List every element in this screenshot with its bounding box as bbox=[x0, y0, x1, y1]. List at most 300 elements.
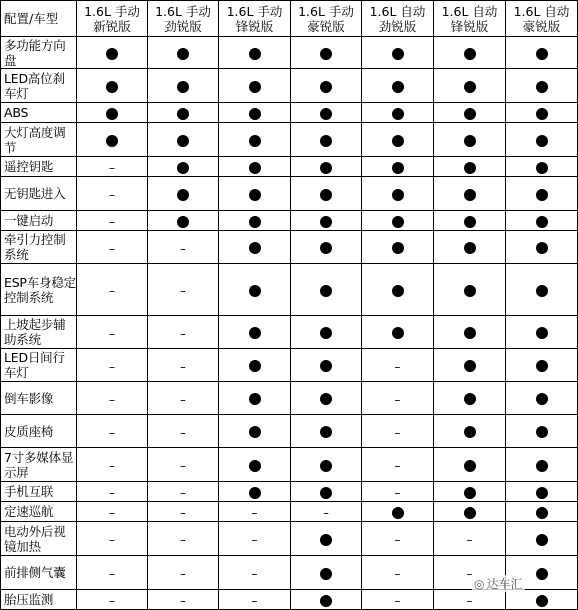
table-cell bbox=[148, 177, 219, 211]
table-cell bbox=[148, 103, 219, 123]
table-cell bbox=[506, 157, 578, 177]
table-cell bbox=[77, 556, 148, 590]
standard-dot-icon bbox=[320, 534, 332, 546]
table-cell bbox=[506, 69, 578, 103]
table-cell bbox=[362, 211, 434, 231]
not-available-dash: – bbox=[394, 425, 401, 440]
standard-dot-icon bbox=[536, 285, 548, 297]
not-available-dash: – bbox=[109, 188, 115, 202]
table-cell bbox=[219, 415, 291, 448]
standard-dot-icon bbox=[320, 460, 332, 472]
table-cell bbox=[148, 264, 219, 316]
not-available-dash: – bbox=[109, 161, 115, 175]
not-available-dash: – bbox=[180, 594, 186, 608]
standard-dot-icon bbox=[249, 216, 261, 228]
table-row bbox=[1, 522, 578, 556]
standard-dot-icon bbox=[249, 108, 261, 120]
table-cell bbox=[434, 522, 506, 556]
row-label: 牵引力控制系统 bbox=[1, 231, 77, 264]
standard-dot-icon bbox=[249, 393, 261, 405]
standard-dot-icon bbox=[320, 595, 332, 607]
table-cell bbox=[77, 69, 148, 103]
not-available-dash: – bbox=[466, 533, 473, 547]
standard-dot-icon bbox=[249, 135, 261, 147]
wechat-icon: ◎ bbox=[474, 577, 485, 591]
column-header: 1.6L 自动 豪锐版 bbox=[506, 1, 578, 37]
table-row bbox=[1, 264, 578, 316]
standard-dot-icon bbox=[177, 162, 189, 174]
table-cell bbox=[77, 590, 148, 610]
standard-dot-icon bbox=[392, 108, 404, 120]
standard-dot-icon bbox=[106, 135, 118, 147]
row-label: 无钥匙进入 bbox=[1, 177, 77, 211]
not-available-dash: – bbox=[394, 459, 401, 473]
table-cell bbox=[291, 123, 362, 157]
table-row bbox=[1, 482, 578, 502]
table-cell bbox=[77, 103, 148, 123]
not-available-dash: – bbox=[109, 486, 115, 500]
row-label: 电动外后视镜加热 bbox=[1, 522, 77, 556]
table-cell bbox=[148, 69, 219, 103]
table-cell bbox=[148, 502, 219, 522]
table-cell bbox=[219, 157, 291, 177]
table-cell bbox=[219, 522, 291, 556]
not-available-dash: – bbox=[180, 392, 186, 407]
standard-dot-icon bbox=[320, 135, 332, 147]
not-available-dash: – bbox=[394, 533, 401, 547]
row-label: 倒车影像 bbox=[1, 382, 77, 415]
standard-dot-icon bbox=[536, 327, 548, 339]
table-cell bbox=[506, 522, 578, 556]
table-cell bbox=[291, 264, 362, 316]
table-row bbox=[1, 590, 578, 610]
table-cell bbox=[291, 482, 362, 502]
table-cell bbox=[77, 316, 148, 349]
table-cell bbox=[506, 349, 578, 382]
table-cell bbox=[434, 103, 506, 123]
standard-dot-icon bbox=[320, 242, 332, 254]
standard-dot-icon bbox=[177, 48, 189, 60]
table-cell bbox=[434, 415, 506, 448]
table-cell bbox=[148, 522, 219, 556]
table-cell bbox=[77, 123, 148, 157]
standard-dot-icon bbox=[536, 568, 548, 580]
not-available-dash: – bbox=[180, 459, 186, 473]
not-available-dash: – bbox=[394, 594, 401, 608]
table-cell bbox=[291, 590, 362, 610]
not-available-dash: – bbox=[180, 241, 186, 256]
standard-dot-icon bbox=[536, 534, 548, 546]
table-cell bbox=[219, 382, 291, 415]
row-label: ABS bbox=[1, 103, 77, 123]
column-header: 1.6L 自动 锋锐版 bbox=[434, 1, 506, 37]
standard-dot-icon bbox=[177, 189, 189, 201]
standard-dot-icon bbox=[106, 48, 118, 60]
table-cell bbox=[291, 522, 362, 556]
not-available-dash: – bbox=[180, 284, 186, 298]
table-cell bbox=[148, 590, 219, 610]
table-cell bbox=[219, 103, 291, 123]
standard-dot-icon bbox=[464, 189, 476, 201]
table-row bbox=[1, 177, 578, 211]
table-cell bbox=[506, 482, 578, 502]
table-cell bbox=[291, 211, 362, 231]
table-cell bbox=[506, 177, 578, 211]
table-cell bbox=[291, 556, 362, 590]
table-cell bbox=[291, 69, 362, 103]
standard-dot-icon bbox=[106, 108, 118, 120]
table-cell bbox=[291, 415, 362, 448]
table-cell bbox=[77, 211, 148, 231]
table-cell bbox=[434, 382, 506, 415]
table-cell bbox=[77, 37, 148, 69]
standard-dot-icon bbox=[249, 162, 261, 174]
standard-dot-icon bbox=[320, 393, 332, 405]
standard-dot-icon bbox=[536, 460, 548, 472]
table-cell bbox=[506, 123, 578, 157]
row-label: 大灯高度调节 bbox=[1, 123, 77, 157]
watermark-text: 达车汇 bbox=[486, 577, 523, 591]
table-cell bbox=[362, 123, 434, 157]
table-cell bbox=[219, 264, 291, 316]
table-cell bbox=[434, 502, 506, 522]
not-available-dash: – bbox=[109, 425, 115, 440]
table-row bbox=[1, 211, 578, 231]
not-available-dash: – bbox=[251, 506, 258, 520]
table-cell bbox=[434, 69, 506, 103]
standard-dot-icon bbox=[320, 108, 332, 120]
not-available-dash: – bbox=[466, 567, 473, 581]
not-available-dash: – bbox=[394, 567, 401, 581]
not-available-dash: – bbox=[109, 392, 115, 407]
table-cell bbox=[506, 590, 578, 610]
table-cell bbox=[219, 482, 291, 502]
standard-dot-icon bbox=[320, 162, 332, 174]
not-available-dash: – bbox=[109, 215, 115, 229]
table-row bbox=[1, 502, 578, 522]
header-row bbox=[1, 1, 578, 37]
standard-dot-icon bbox=[249, 327, 261, 339]
row-label: 胎压监测 bbox=[1, 590, 77, 610]
standard-dot-icon bbox=[392, 242, 404, 254]
standard-dot-icon bbox=[464, 285, 476, 297]
table-cell bbox=[506, 37, 578, 69]
table-cell bbox=[291, 231, 362, 264]
standard-dot-icon bbox=[536, 162, 548, 174]
standard-dot-icon bbox=[320, 568, 332, 580]
table-row bbox=[1, 382, 578, 415]
not-available-dash: – bbox=[323, 506, 329, 520]
table-cell bbox=[77, 448, 148, 482]
not-available-dash: – bbox=[109, 359, 115, 374]
row-label: 上坡起步辅助系统 bbox=[1, 316, 77, 349]
table-row bbox=[1, 316, 578, 349]
table-cell bbox=[362, 37, 434, 69]
table-cell bbox=[362, 556, 434, 590]
table-cell bbox=[506, 264, 578, 316]
standard-dot-icon bbox=[320, 81, 332, 93]
row-label: 前排侧气囊 bbox=[1, 556, 77, 590]
standard-dot-icon bbox=[464, 360, 476, 372]
table-cell bbox=[219, 502, 291, 522]
table-cell bbox=[362, 157, 434, 177]
row-label: 多功能方向盘 bbox=[1, 37, 77, 69]
standard-dot-icon bbox=[464, 135, 476, 147]
standard-dot-icon bbox=[392, 327, 404, 339]
table-cell bbox=[77, 522, 148, 556]
table-cell bbox=[506, 415, 578, 448]
standard-dot-icon bbox=[464, 426, 476, 438]
table-cell bbox=[434, 316, 506, 349]
table-cell bbox=[434, 590, 506, 610]
standard-dot-icon bbox=[392, 285, 404, 297]
table-cell bbox=[362, 590, 434, 610]
table-cell bbox=[506, 448, 578, 482]
table-cell bbox=[219, 123, 291, 157]
table-cell bbox=[291, 448, 362, 482]
column-header: 1.6L 手动 锋锐版 bbox=[219, 1, 291, 37]
standard-dot-icon bbox=[320, 360, 332, 372]
table-cell bbox=[362, 349, 434, 382]
standard-dot-icon bbox=[392, 48, 404, 60]
standard-dot-icon bbox=[320, 487, 332, 499]
table-row bbox=[1, 448, 578, 482]
not-available-dash: – bbox=[109, 594, 115, 608]
table-cell bbox=[434, 157, 506, 177]
row-label: 皮质座椅 bbox=[1, 415, 77, 448]
table-cell bbox=[291, 316, 362, 349]
table-cell bbox=[77, 382, 148, 415]
standard-dot-icon bbox=[320, 327, 332, 339]
standard-dot-icon bbox=[464, 108, 476, 120]
table-cell bbox=[148, 123, 219, 157]
table-cell bbox=[506, 103, 578, 123]
column-header: 1.6L 手动 新锐版 bbox=[77, 1, 148, 37]
table-cell bbox=[434, 211, 506, 231]
table-cell bbox=[77, 177, 148, 211]
table-cell bbox=[434, 448, 506, 482]
not-available-dash: – bbox=[180, 359, 186, 374]
table-cell bbox=[362, 522, 434, 556]
row-label: 一键启动 bbox=[1, 211, 77, 231]
table-cell bbox=[291, 502, 362, 522]
table-cell bbox=[434, 37, 506, 69]
corner-header: 配置/车型 bbox=[1, 1, 77, 37]
table-cell bbox=[219, 231, 291, 264]
table-cell bbox=[148, 231, 219, 264]
not-available-dash: – bbox=[109, 326, 115, 341]
table-cell bbox=[434, 123, 506, 157]
standard-dot-icon bbox=[464, 242, 476, 254]
table-row bbox=[1, 157, 578, 177]
table-cell bbox=[506, 382, 578, 415]
standard-dot-icon bbox=[536, 360, 548, 372]
table-cell bbox=[434, 482, 506, 502]
standard-dot-icon bbox=[464, 216, 476, 228]
standard-dot-icon bbox=[177, 135, 189, 147]
row-label: 定速巡航 bbox=[1, 502, 77, 522]
row-label: 遥控钥匙 bbox=[1, 157, 77, 177]
table-cell bbox=[148, 382, 219, 415]
table-cell bbox=[434, 177, 506, 211]
table-cell bbox=[362, 382, 434, 415]
standard-dot-icon bbox=[392, 135, 404, 147]
not-available-dash: – bbox=[109, 567, 115, 581]
standard-dot-icon bbox=[392, 81, 404, 93]
table-cell bbox=[219, 349, 291, 382]
standard-dot-icon bbox=[464, 460, 476, 472]
standard-dot-icon bbox=[464, 393, 476, 405]
standard-dot-icon bbox=[536, 135, 548, 147]
table-cell bbox=[506, 502, 578, 522]
standard-dot-icon bbox=[464, 327, 476, 339]
standard-dot-icon bbox=[249, 81, 261, 93]
standard-dot-icon bbox=[464, 487, 476, 499]
not-available-dash: – bbox=[109, 459, 115, 473]
table-row bbox=[1, 37, 578, 69]
standard-dot-icon bbox=[249, 242, 261, 254]
standard-dot-icon bbox=[536, 393, 548, 405]
not-available-dash: – bbox=[394, 392, 401, 407]
table-cell bbox=[219, 448, 291, 482]
table-cell bbox=[219, 590, 291, 610]
not-available-dash: – bbox=[251, 594, 258, 608]
table-cell bbox=[506, 231, 578, 264]
not-available-dash: – bbox=[251, 533, 258, 547]
not-available-dash: – bbox=[109, 506, 115, 520]
table-cell bbox=[148, 349, 219, 382]
table-cell bbox=[434, 349, 506, 382]
table-cell bbox=[362, 177, 434, 211]
table-cell bbox=[77, 415, 148, 448]
standard-dot-icon bbox=[320, 216, 332, 228]
not-available-dash: – bbox=[109, 533, 115, 547]
table-cell bbox=[148, 211, 219, 231]
table-row bbox=[1, 415, 578, 448]
table-cell bbox=[148, 556, 219, 590]
standard-dot-icon bbox=[536, 81, 548, 93]
standard-dot-icon bbox=[536, 216, 548, 228]
table-cell bbox=[77, 482, 148, 502]
table-cell bbox=[291, 37, 362, 69]
table-body bbox=[1, 37, 578, 610]
standard-dot-icon bbox=[392, 216, 404, 228]
table-cell bbox=[506, 316, 578, 349]
standard-dot-icon bbox=[536, 48, 548, 60]
table-cell bbox=[291, 177, 362, 211]
standard-dot-icon bbox=[464, 507, 476, 519]
table-row bbox=[1, 123, 578, 157]
table-cell bbox=[291, 382, 362, 415]
table-cell bbox=[291, 157, 362, 177]
watermark bbox=[472, 575, 525, 592]
not-available-dash: – bbox=[180, 506, 186, 520]
standard-dot-icon bbox=[392, 507, 404, 519]
standard-dot-icon bbox=[249, 360, 261, 372]
standard-dot-icon bbox=[536, 426, 548, 438]
row-label: 手机互联 bbox=[1, 482, 77, 502]
table-row bbox=[1, 103, 578, 123]
table-cell bbox=[362, 69, 434, 103]
table-cell bbox=[362, 316, 434, 349]
table-cell bbox=[362, 231, 434, 264]
standard-dot-icon bbox=[536, 189, 548, 201]
standard-dot-icon bbox=[249, 487, 261, 499]
table-cell bbox=[148, 316, 219, 349]
table-cell bbox=[219, 211, 291, 231]
row-label: LED高位刹车灯 bbox=[1, 69, 77, 103]
table-cell bbox=[77, 502, 148, 522]
not-available-dash: – bbox=[180, 326, 186, 341]
table-cell bbox=[77, 231, 148, 264]
standard-dot-icon bbox=[106, 81, 118, 93]
standard-dot-icon bbox=[177, 108, 189, 120]
table-row bbox=[1, 349, 578, 382]
standard-dot-icon bbox=[464, 48, 476, 60]
standard-dot-icon bbox=[249, 285, 261, 297]
row-label: 7寸多媒体显示屏 bbox=[1, 448, 77, 482]
table-cell bbox=[219, 316, 291, 349]
table-cell bbox=[362, 264, 434, 316]
table-cell bbox=[506, 211, 578, 231]
table-cell bbox=[434, 231, 506, 264]
standard-dot-icon bbox=[536, 108, 548, 120]
table-cell bbox=[77, 264, 148, 316]
table-cell bbox=[291, 103, 362, 123]
standard-dot-icon bbox=[249, 460, 261, 472]
not-available-dash: – bbox=[109, 284, 115, 298]
standard-dot-icon bbox=[320, 426, 332, 438]
table-cell bbox=[77, 157, 148, 177]
standard-dot-icon bbox=[249, 189, 261, 201]
table-cell bbox=[148, 448, 219, 482]
table-cell bbox=[219, 37, 291, 69]
standard-dot-icon bbox=[177, 81, 189, 93]
standard-dot-icon bbox=[536, 242, 548, 254]
standard-dot-icon bbox=[536, 507, 548, 519]
standard-dot-icon bbox=[320, 189, 332, 201]
table-cell bbox=[148, 415, 219, 448]
standard-dot-icon bbox=[320, 48, 332, 60]
not-available-dash: – bbox=[251, 567, 258, 581]
table-row bbox=[1, 69, 578, 103]
standard-dot-icon bbox=[249, 426, 261, 438]
table-cell bbox=[362, 415, 434, 448]
not-available-dash: – bbox=[180, 567, 186, 581]
not-available-dash: – bbox=[180, 425, 186, 440]
table-cell bbox=[362, 103, 434, 123]
table-cell bbox=[362, 502, 434, 522]
table-cell bbox=[77, 349, 148, 382]
table-row bbox=[1, 231, 578, 264]
table-cell bbox=[148, 482, 219, 502]
standard-dot-icon bbox=[392, 162, 404, 174]
row-label: LED日间行车灯 bbox=[1, 349, 77, 382]
table-cell bbox=[219, 69, 291, 103]
standard-dot-icon bbox=[536, 487, 548, 499]
row-label: ESP车身稳定控制系统 bbox=[1, 264, 77, 316]
table-cell bbox=[219, 177, 291, 211]
not-available-dash: – bbox=[180, 533, 186, 547]
standard-dot-icon bbox=[177, 216, 189, 228]
not-available-dash: – bbox=[109, 241, 115, 256]
standard-dot-icon bbox=[464, 81, 476, 93]
not-available-dash: – bbox=[180, 486, 186, 500]
table-cell bbox=[291, 349, 362, 382]
table-cell bbox=[148, 157, 219, 177]
column-header: 1.6L 自动 劲锐版 bbox=[362, 1, 434, 37]
table-cell bbox=[148, 37, 219, 69]
